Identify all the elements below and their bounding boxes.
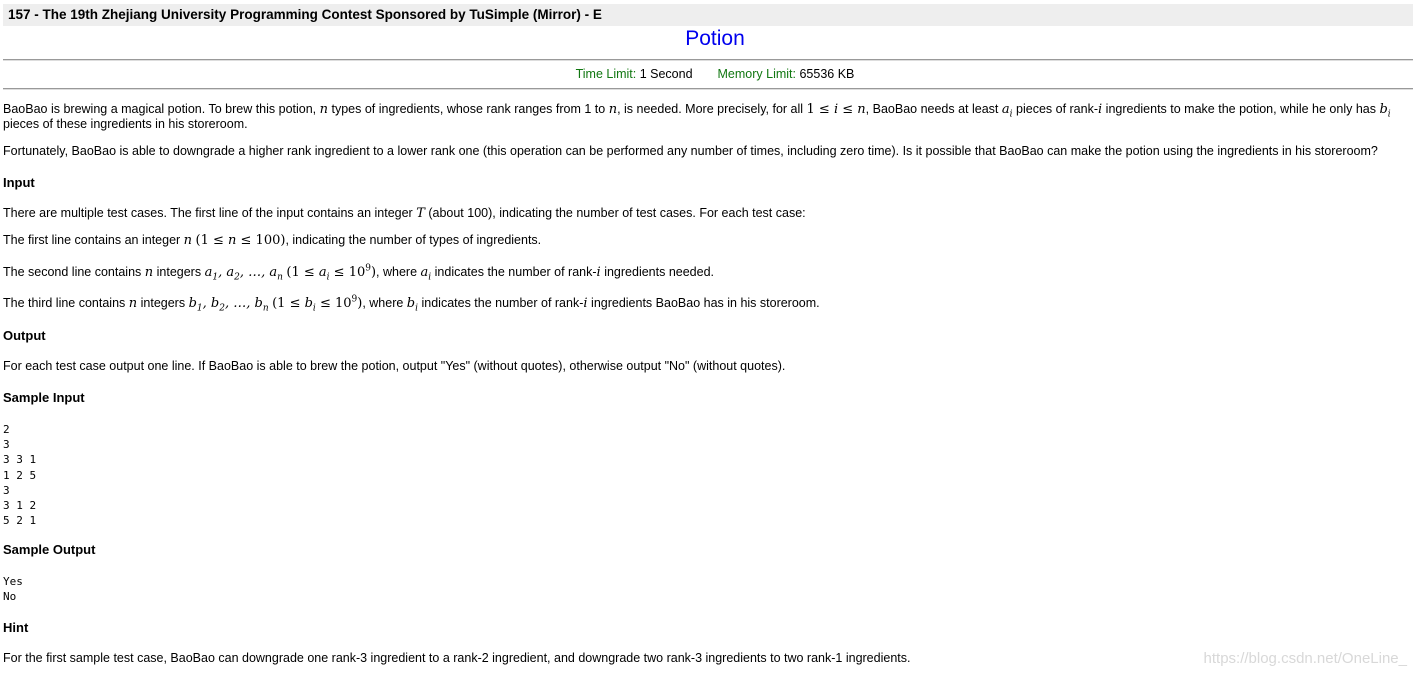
input-line-1: There are multiple test cases. The first line of the input contains an integer T (about 100), indicating the number of test cases. For each test case: [3, 206, 806, 221]
sample-output-heading: Sample Output [3, 542, 96, 557]
input-line-4: The third line contains n integers $b_1$, $b_2$, …, $b_n$ $(1 \le b_i \le 10^9)$, where $b_i$ indicates the number of rank-i ingredients BaoBao has in his storeroom. [3, 294, 820, 314]
memory-limit-label: Memory Limit: [717, 67, 796, 81]
sample-input-heading: Sample Input [3, 390, 85, 405]
input-line-2: The first line contains an integer n (1 ≤ n ≤ 100), indicating the number of types of ingredients. [3, 233, 542, 248]
memory-limit-value: 65536 KB [799, 67, 855, 81]
limits-line [0, 66, 1415, 82]
watermark: https://blog.csdn.net/OneLine_ [1203, 650, 1407, 667]
divider-top [3, 59, 1413, 61]
input-heading: Input [3, 175, 35, 190]
output-heading: Output [3, 328, 46, 343]
problem-title: Potion [685, 27, 745, 50]
contest-title-bar: 157 - The 19th Zhejiang University Programming Contest Sponsored by TuSimple (Mirror) - E [3, 4, 1413, 26]
description-paragraph-1: BaoBao is brewing a magical potion. To brew this potion, n types of ingredients, whose rank ranges from 1 to n, is needed. More precisely, for all 1 ≤ i ≤ n, BaoBao needs at least $a_i$ pieces of rank-i ingredients to make the potion, while he only has $b_i$ pieces of these ingredients in his storeroom. [3, 102, 1391, 131]
hint-heading: Hint [3, 620, 29, 635]
divider-bottom [3, 88, 1413, 90]
sample-output-block: Yes No [3, 575, 23, 604]
input-line-3: The second line contains n integers $a_1$, $a_2$, …, $a_n$ $(1 \le a_i \le 10^9)$, where $a_i$ indicates the number of rank-i ingredients needed. [3, 263, 714, 283]
output-text: For each test case output one line. If BaoBao is able to brew the potion, output "Yes" (without quotes), otherwise output "No" (without quotes). [3, 359, 786, 373]
time-limit-label: Time Limit: [575, 67, 637, 81]
hint-text: For the first sample test case, BaoBao can downgrade one rank-3 ingredient to a rank-2 ingredient, and downgrade two rank-3 ingredients to two rank-1 ingredients. [3, 651, 911, 665]
sample-input-block: 2 3 3 3 1 1 2 5 3 3 1 2 5 2 1 [3, 423, 37, 528]
time-limit-value: 1 Second [639, 67, 693, 81]
description-paragraph-2: Fortunately, BaoBao is able to downgrade a higher rank ingredient to a lower rank one (this operation can be performed any number of times, including zero time). Is it possible that BaoBao can make the potion using the ingredients in his storeroom? [3, 144, 1378, 158]
